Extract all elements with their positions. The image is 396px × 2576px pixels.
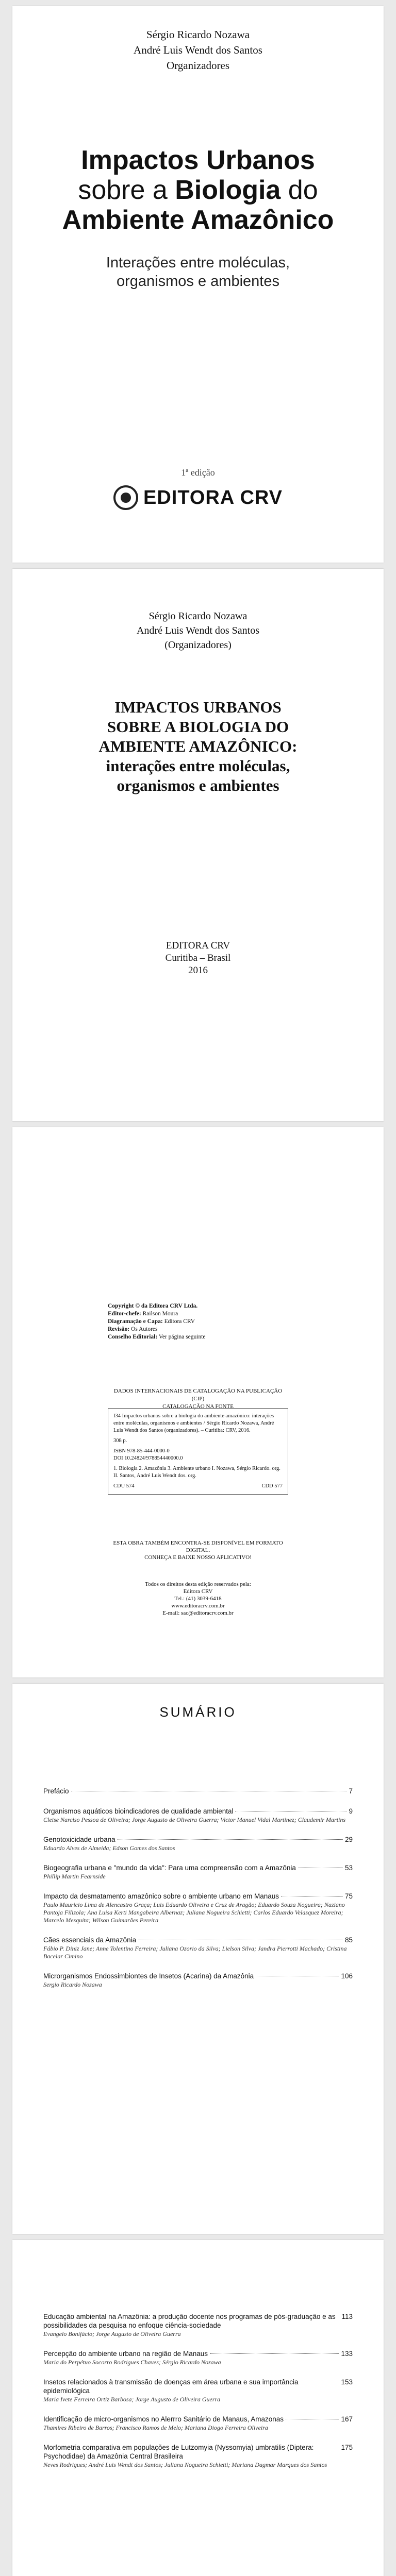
toc-entry-row (43, 2312, 353, 2330)
toc-entry-row (43, 1835, 353, 1844)
cover-title-line-2-post: do (280, 175, 318, 205)
toc-entry[interactable] (43, 2312, 353, 2338)
cip-box (108, 1408, 288, 1495)
copyright-line (108, 1302, 288, 1310)
toc-entry-row (43, 2378, 353, 2395)
toc-page-2 (12, 2240, 384, 2576)
publisher-website: www.editoracrv.com.br (171, 1603, 225, 1609)
toc-entry-authors: Paulo Mauricio Lima de Alencastro Graça; Luis Eduardo Oliveira e Cruz de Aragão; Eduardo Souza Nogueira; Naziano Pantoja Filizola; Ana Luisa Kerti Mangabeira Albernaz; Juliana Nogueira Schietti; Carlos Eduardo Velasquez Moreira; Marcelo Mesquita; Wilson Guimarães Pereira (43, 1901, 345, 1924)
toc-entry-page: 153 (341, 2378, 353, 2386)
toc-entry[interactable] (43, 2443, 353, 2469)
toc-entry-authors: Neves Rodrigues; André Luis Wendt dos Santos; Juliana Nogueira Schietti; Mariana Dagmar Marques dos Santos (43, 2461, 327, 2468)
cip-subtitle: CATALOGAÇÃO NA FONTE (162, 1403, 234, 1410)
toc-entry[interactable] (43, 1936, 353, 1960)
layout-line (108, 1318, 288, 1326)
layout-value: Editora CRV (164, 1318, 195, 1325)
toc-entry-page: 7 (349, 1787, 353, 1795)
publisher-name-line: Editora CRV (183, 1588, 213, 1595)
publisher-name: EDITORA CRV (143, 486, 283, 509)
copyright-key: Copyright © da Editora CRV Ltda. (108, 1303, 198, 1309)
title-page-title-line-4: interações entre moléculas, (106, 757, 290, 775)
toc-entry-page: 29 (344, 1836, 353, 1843)
toc-entry-title: Prefácio (43, 1787, 69, 1795)
cip-title: DADOS INTERNACIONAIS DE CATALOGAÇÃO NA PUBLICAÇÃO (CIP) (113, 1388, 283, 1402)
cover-title-line-2-bold: Biologia (175, 175, 281, 205)
review-value: Os Autores (131, 1326, 158, 1332)
toc-entry-authors: Cleise Narciso Pessoa de Oliveira; Jorge Augusto de Oliveira Guerra; Victor Manuel Vidal Martinez; Claudemir Martins (43, 1816, 346, 1823)
toc-entry-title: Cães essenciais da Amazônia (43, 1936, 137, 1944)
toc-entry-authors: Eduardo Alves de Almeida; Edson Gomes dos Santos (43, 1844, 175, 1852)
publisher-logo-icon (113, 485, 138, 510)
toc-entry-page: 113 (341, 2313, 353, 2320)
toc-entry-row (43, 2349, 353, 2358)
toc-entry[interactable] (43, 1807, 353, 1824)
toc-entry-page: 106 (341, 1972, 353, 1980)
editor-value: Railson Moura (142, 1311, 178, 1317)
cip-cdd: CDD 577 (261, 1483, 283, 1489)
toc-entry[interactable] (43, 1972, 353, 1989)
toc-entry-title: Morfometria comparativa em populações de Lutzomyia (Nyssomyia) umbratilis (Diptera: Psychodidae) da Amazônia Central Brasileira (43, 2444, 314, 2460)
toc-dot-leader (210, 2353, 339, 2354)
title-page-authors (12, 609, 384, 652)
cover-title (12, 145, 384, 235)
toc-entry[interactable] (43, 1863, 353, 1880)
toc-entry-title: Microrganismos Endossimbiontes de Insetos (Acarina) da Amazônia (43, 1972, 254, 1980)
title-page-author-1: Sérgio Ricardo Nozawa (148, 611, 248, 622)
rights-line: Todos os direitos desta edição reservados pela: (145, 1581, 251, 1587)
toc-entry-page: 175 (341, 2444, 353, 2451)
cover-subtitle (12, 253, 384, 291)
title-page-publisher (12, 940, 384, 977)
toc-entry-page: 133 (341, 2350, 353, 2358)
cip-ids (113, 1448, 283, 1462)
toc-entry[interactable] (43, 2415, 353, 2432)
toc-entry[interactable] (43, 1787, 353, 1795)
toc-entry-title: Percepção do ambiente urbano na região de Manaus (43, 2350, 208, 2358)
cip-heading (108, 1387, 288, 1411)
toc-entry-authors: Thamires Ribeiro de Barros; Francisco Ramos de Melo; Mariana Diogo Ferreira Oliveira (43, 2424, 268, 2431)
toc-entry-authors: Maria Ivete Ferreira Ortiz Barbosa; Jorge Augusto de Oliveira Guerra (43, 2396, 221, 2403)
title-page-publisher-city: Curitiba – Brasil (165, 953, 231, 963)
copyright-page (12, 1127, 384, 1677)
title-page-publisher-year: 2016 (188, 965, 208, 976)
toc-entry-page: 85 (344, 1936, 353, 1944)
council-line (108, 1333, 288, 1341)
title-page-organizers-label: (Organizadores) (164, 639, 232, 651)
toc-entry-page: 9 (349, 1807, 353, 1815)
cover-author-1: Sérgio Ricardo Nozawa (146, 28, 250, 41)
toc-entry-authors: Fábio P. Diniz Jane; Anne Tolentino Ferreira; Juliana Ozorio da Silva; Lielson Silva; Jandra Pierrotti Machado; Cristina Bacelar Cimino (43, 1945, 347, 1960)
toc-entry-row (43, 2443, 353, 2461)
cover-page (12, 6, 384, 563)
council-value: Ver página seguinte (158, 1334, 206, 1340)
publisher-phone: Tel.: (41) 3039-6418 (174, 1596, 222, 1602)
cover-title-line-2 (12, 175, 384, 205)
toc-entry-title: Impacto da desmatamento amazônico sobre o ambiente urbano em Manaus (43, 1892, 279, 1900)
layout-key: Diagramação e Capa: (108, 1318, 163, 1325)
cip-entry: I34 Impactos urbanos sobre a biologia do ambiente amazônico: interações entre moléculas, organismos e ambientes / Sérgio Ricardo Nozawa, André Luis Wendt dos Santos (organizadores). – Curitiba: CRV, 2016. (113, 1413, 274, 1433)
cover-organizers-label: Organizadores (166, 59, 230, 72)
title-page-publisher-name: EDITORA CRV (166, 940, 230, 951)
toc-entry[interactable] (43, 1835, 353, 1852)
editor-line (108, 1310, 288, 1318)
toc-entry-title: Educação ambiental na Amazônia: a produção docente nos programas de pós-graduação e as possibilidades da pesquisa no enfoque ciência-sociedade (43, 2313, 336, 2329)
toc-entry-row (43, 1807, 353, 1816)
title-page-title (12, 698, 384, 795)
cip-doi: DOI 10.24824/978854440000.0 (113, 1455, 183, 1461)
toc-heading: SUMÁRIO (159, 1704, 237, 1720)
toc-entry-title: Biogeografia urbana e "mundo da vida": Para uma compreensão com a Amazônia (43, 1864, 296, 1872)
title-page-title-line-2: SOBRE A BIOLOGIA DO (107, 718, 289, 736)
title-page-author-2: André Luis Wendt dos Santos (136, 625, 259, 636)
cover-authors (12, 27, 384, 73)
title-page-title-line-1: IMPACTOS URBANOS (114, 698, 282, 716)
toc-entry-title: Insetos relacionados à transmissão de doenças em área urbana e sua importância epidemiológica (43, 2378, 299, 2395)
toc-entry-authors: Evangelo Bonifácio; Jorge Augusto de Oliveira Guerra (43, 2330, 181, 2337)
digital-note-line-1: ESTA OBRA TAMBÉM ENCONTRA-SE DISPONÍVEL EM FORMATO DIGITAL. (113, 1540, 283, 1553)
cover-publisher (12, 485, 384, 510)
review-key: Revisão: (108, 1326, 130, 1332)
toc-entry-title: Genotoxicidade urbana (43, 1836, 116, 1843)
cip-isbn: ISBN 978-85-444-0000-0 (113, 1448, 170, 1454)
title-page-title-line-5: organismos e ambientes (117, 776, 279, 794)
toc-entry-row (43, 1863, 353, 1872)
title-page-title-line-3: AMBIENTE AMAZÔNICO: (98, 737, 298, 755)
toc-entry-page: 167 (341, 2415, 353, 2423)
cip-cdu: CDU 574 (113, 1483, 135, 1489)
cover-title-line-1: Impactos Urbanos (81, 145, 315, 175)
publisher-email: E-mail: sac@editoracrv.com.br (162, 1610, 234, 1616)
toc-entry[interactable] (43, 2349, 353, 2366)
toc-entry[interactable] (43, 2378, 353, 2403)
cover-subtitle-line-2: organismos e ambientes (117, 273, 279, 290)
toc-entry[interactable] (43, 1892, 353, 1924)
cover-author-2: André Luis Wendt dos Santos (134, 44, 262, 56)
toc-entry-row (43, 1892, 353, 1901)
review-line (108, 1326, 288, 1333)
cip-pages: 308 p. (113, 1438, 127, 1444)
toc-entry-title: Organismos aquáticos bioindicadores de qualidade ambiental (43, 1807, 234, 1815)
cip-classification (113, 1483, 283, 1490)
toc-entry-row (43, 2415, 353, 2424)
cover-title-line-3: Ambiente Amazônico (62, 205, 334, 235)
toc-entry-row (43, 1972, 353, 1980)
cover-edition: 1ª edição (181, 467, 215, 478)
toc-entry-authors: Maria do Perpétuo Socorro Rodrigues Chaves; Sérgio Ricardo Nozawa (43, 2359, 221, 2366)
publisher-address (108, 1581, 288, 1617)
toc-entry-page: 53 (344, 1864, 353, 1872)
toc-entry-row (43, 1936, 353, 1944)
digital-note-line-2: CONHEÇA E BAIXE NOSSO APLICATIVO! (144, 1554, 252, 1561)
toc-list-2 (43, 2312, 353, 2480)
council-key: Conselho Editorial: (108, 1334, 158, 1340)
toc-list-1 (43, 1787, 353, 2000)
cover-title-line-2-pre: sobre a (78, 175, 175, 205)
title-page (12, 569, 384, 1121)
cover-subtitle-line-1: Interações entre moléculas, (106, 255, 290, 271)
cip-subjects: 1. Biologia 2. Amazônia 3. Ambiente urbano I. Nozawa, Sérgio Ricardo. org. II. Santos, André Luis Wendt dos. org. (113, 1466, 280, 1479)
toc-entry-title: Identificação de micro-organismos no Alerrro Sanitário de Manaus, Amazonas (43, 2415, 284, 2423)
copyright-credits (108, 1302, 288, 1341)
toc-entry-authors: Sergio Ricardo Nozawa (43, 1981, 102, 1988)
toc-page-1 (12, 1684, 384, 2234)
toc-dot-leader (118, 1839, 343, 1840)
toc-entry-authors: Phillip Martin Fearnside (43, 1873, 106, 1880)
toc-entry-page: 75 (344, 1892, 353, 1900)
toc-entry-row (43, 1787, 353, 1795)
digital-note (108, 1539, 288, 1561)
editor-key: Editor-chefe: (108, 1311, 141, 1317)
